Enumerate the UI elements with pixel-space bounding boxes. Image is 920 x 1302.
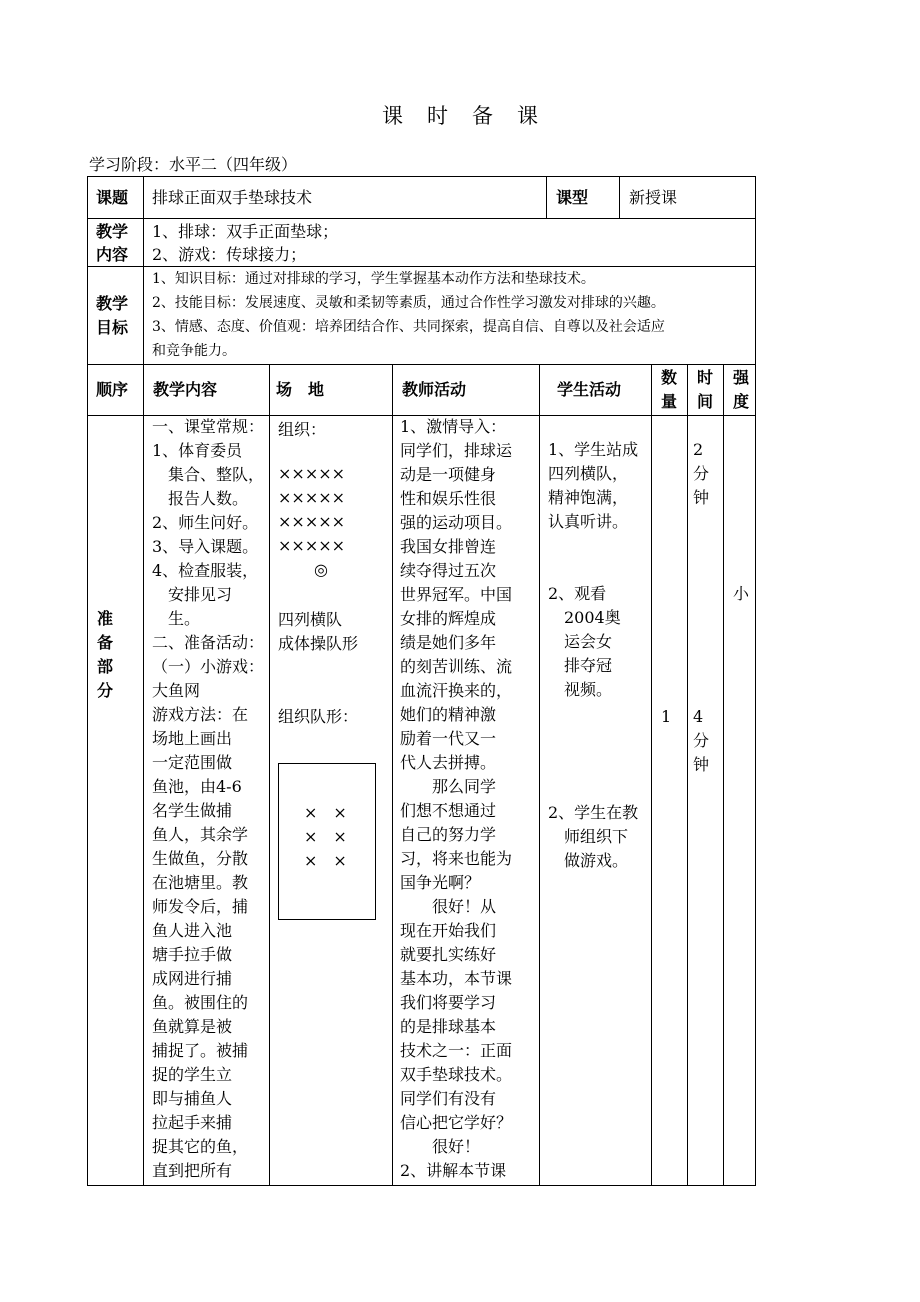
text-line: 习，将来也能为 <box>400 849 513 868</box>
text-line: 直到把所有 <box>152 1161 233 1180</box>
text-line: 捉其它的鱼， <box>152 1137 249 1156</box>
text-line: 捉的学生立 <box>152 1065 233 1084</box>
text-line: 国争光啊？ <box>400 873 481 892</box>
text-line: 我们将要学习 <box>400 993 497 1012</box>
header-count-2: 量 <box>661 392 678 411</box>
time-unit: 钟 <box>693 755 710 774</box>
formation-desc: 成体操队形 <box>278 634 359 653</box>
student-line: 2004奥 <box>548 608 621 627</box>
teacher-position-mark: ◎ <box>314 560 328 579</box>
text-line: 鱼就算是被 <box>152 1017 233 1036</box>
formation-row: ××××× <box>278 464 346 483</box>
header-venue: 场 地 <box>276 380 325 399</box>
goals-label-2: 目标 <box>96 318 129 337</box>
text-line: 1、体育委员 <box>152 441 243 460</box>
text-line: 一定范围做 <box>152 753 233 772</box>
header-intensity-1: 强 <box>733 368 750 387</box>
text-line: 1、激情导入： <box>400 417 507 436</box>
intensity-value: 小 <box>733 584 750 603</box>
text-line: 信心把它学好？ <box>400 1113 513 1132</box>
text-line: 励着一代又一 <box>400 729 497 748</box>
text-line: 塘手拉手做 <box>152 945 233 964</box>
student-line: 视频。 <box>548 680 613 699</box>
header-teacher: 教师活动 <box>402 380 467 399</box>
text-line: 动是一项健身 <box>400 465 497 484</box>
text-line: 的是排球基本 <box>400 1017 497 1036</box>
text-line: 大鱼网 <box>152 681 201 700</box>
text-line: 技术之一：正面 <box>400 1041 513 1060</box>
text-line: 基本功，本节课 <box>400 969 513 988</box>
text-line: 绩是她们多年 <box>400 633 497 652</box>
text-line: 鱼。被围住的 <box>152 993 249 1012</box>
section-label-char: 分 <box>97 681 114 700</box>
text-line: 性和娱乐性很 <box>400 489 497 508</box>
goals-label-1: 教学 <box>96 294 129 313</box>
text-line: 双手垫球技术。 <box>400 1065 513 1084</box>
text-line: 就要扎实练好 <box>400 945 497 964</box>
section-label-char: 备 <box>97 633 114 652</box>
header-order: 顺序 <box>96 380 129 399</box>
student-line: 师组织下 <box>548 827 629 846</box>
student-line: 2、学生在教 <box>548 803 639 822</box>
formation-label: 组织队形： <box>278 707 359 726</box>
goal-line: 2、技能目标：发展速度、灵敏和柔韧等素质，通过合作性学习激发对排球的兴趣。 <box>152 295 665 311</box>
content-line: 1、排球：双手正面垫球； <box>152 222 339 241</box>
text-line: 的刻苦训练、流 <box>400 657 513 676</box>
header-time-2: 间 <box>697 392 714 411</box>
text-line: 报告人数。 <box>152 489 249 508</box>
diagram-row: × × <box>304 851 347 870</box>
text-line: 们想不想通过 <box>400 801 497 820</box>
content-label-2: 内容 <box>96 245 129 264</box>
topic-label: 课题 <box>96 188 129 207</box>
formation-row: ××××× <box>278 512 346 531</box>
text-line: 拉起手来捕 <box>152 1113 233 1132</box>
time-value: 4 <box>693 707 704 726</box>
student-line: 2、观看 <box>548 584 607 603</box>
text-line: 世界冠军。中国 <box>400 585 513 604</box>
text-line: 那么同学 <box>400 777 497 796</box>
text-line: 她们的精神激 <box>400 705 497 724</box>
text-line: 鱼人，其余学 <box>152 825 249 844</box>
text-line: 生。 <box>152 609 201 628</box>
student-line: 精神饱满， <box>548 488 629 507</box>
header-time-1: 时 <box>697 368 714 387</box>
text-line: 女排的辉煌成 <box>400 609 497 628</box>
goal-line: 和竞争能力。 <box>152 343 236 359</box>
text-line: 二、准备活动： <box>152 633 265 652</box>
student-line: 运会女 <box>548 632 613 651</box>
text-line: 名学生做捕 <box>152 801 233 820</box>
text-line: 血流汗换来的， <box>400 681 513 700</box>
count-value: 1 <box>661 707 672 726</box>
text-line: 师发令后，捕 <box>152 897 249 916</box>
text-line: 3、导入课题。 <box>152 537 259 556</box>
text-line: 4、检查服装， <box>152 561 259 580</box>
goal-line: 3、情感、态度、价值观：培养团结合作、共同探索，提高自信、自尊以及社会适应 <box>152 319 665 335</box>
content-line: 2、游戏：传球接力； <box>152 245 307 264</box>
section-label-char: 部 <box>97 657 114 676</box>
text-line: 鱼池，由4-6 <box>152 777 242 796</box>
header-count-1: 数 <box>661 368 678 387</box>
text-line: 游戏方法：在 <box>152 705 249 724</box>
text-line: （一）小游戏： <box>152 657 265 676</box>
student-line: 1、学生站成 <box>548 440 639 459</box>
text-line: 捕捉了。被捕 <box>152 1041 249 1060</box>
page-title: 课 时 备 课 <box>382 104 538 128</box>
text-line: 2、讲解本节课 <box>400 1161 507 1180</box>
time-unit: 分 <box>693 464 710 483</box>
text-line: 安排见习 <box>152 585 233 604</box>
formation-row: ××××× <box>278 536 346 555</box>
text-line: 代人去拼搏。 <box>400 753 497 772</box>
time-unit: 钟 <box>693 488 710 507</box>
type-label: 课型 <box>556 188 589 207</box>
diagram-row: × × <box>304 827 347 846</box>
student-line: 认真听讲。 <box>548 512 629 531</box>
text-line: 同学们，排球运 <box>400 441 513 460</box>
text-line: 很好！从 <box>400 897 497 916</box>
text-line: 成网进行捕 <box>152 969 233 988</box>
topic-value: 排球正面双手垫球技术 <box>152 188 313 207</box>
learning-stage: 学习阶段：水平二（四年级） <box>89 155 298 174</box>
text-line: 现在开始我们 <box>400 921 497 940</box>
student-line: 四列横队， <box>548 464 629 483</box>
formation-desc: 四列横队 <box>278 610 343 629</box>
text-line: 在池塘里。教 <box>152 873 249 892</box>
text-line: 即与捕鱼人 <box>152 1089 233 1108</box>
section-label-char: 准 <box>97 609 114 628</box>
diagram-row: × × <box>304 803 347 822</box>
header-content: 教学内容 <box>153 380 218 399</box>
header-intensity-2: 度 <box>733 392 750 411</box>
content-label-1: 教学 <box>96 222 129 241</box>
student-line: 做游戏。 <box>548 851 629 870</box>
venue-org-label: 组织： <box>278 420 327 439</box>
text-line: 很好！ <box>400 1137 481 1156</box>
time-unit: 分 <box>693 731 710 750</box>
text-line: 强的运动项目。 <box>400 513 513 532</box>
header-student: 学生活动 <box>557 380 622 399</box>
text-line: 场地上画出 <box>152 729 233 748</box>
text-line: 鱼人进入池 <box>152 921 233 940</box>
text-line: 同学们有没有 <box>400 1089 497 1108</box>
student-line: 排夺冠 <box>548 656 613 675</box>
time-value: 2 <box>693 440 704 459</box>
text-line: 一、课堂常规： <box>152 417 265 436</box>
text-line: 生做鱼，分散 <box>152 849 249 868</box>
goal-line: 1、知识目标：通过对排球的学习，学生掌握基本动作方法和垫球技术。 <box>152 271 595 287</box>
text-line: 我国女排曾连 <box>400 537 497 556</box>
text-line: 自己的努力学 <box>400 825 497 844</box>
type-value: 新授课 <box>629 188 678 207</box>
text-line: 续夺得过五次 <box>400 561 497 580</box>
formation-row: ××××× <box>278 488 346 507</box>
text-line: 集合、整队， <box>152 465 265 484</box>
text-line: 2、师生问好。 <box>152 513 259 532</box>
